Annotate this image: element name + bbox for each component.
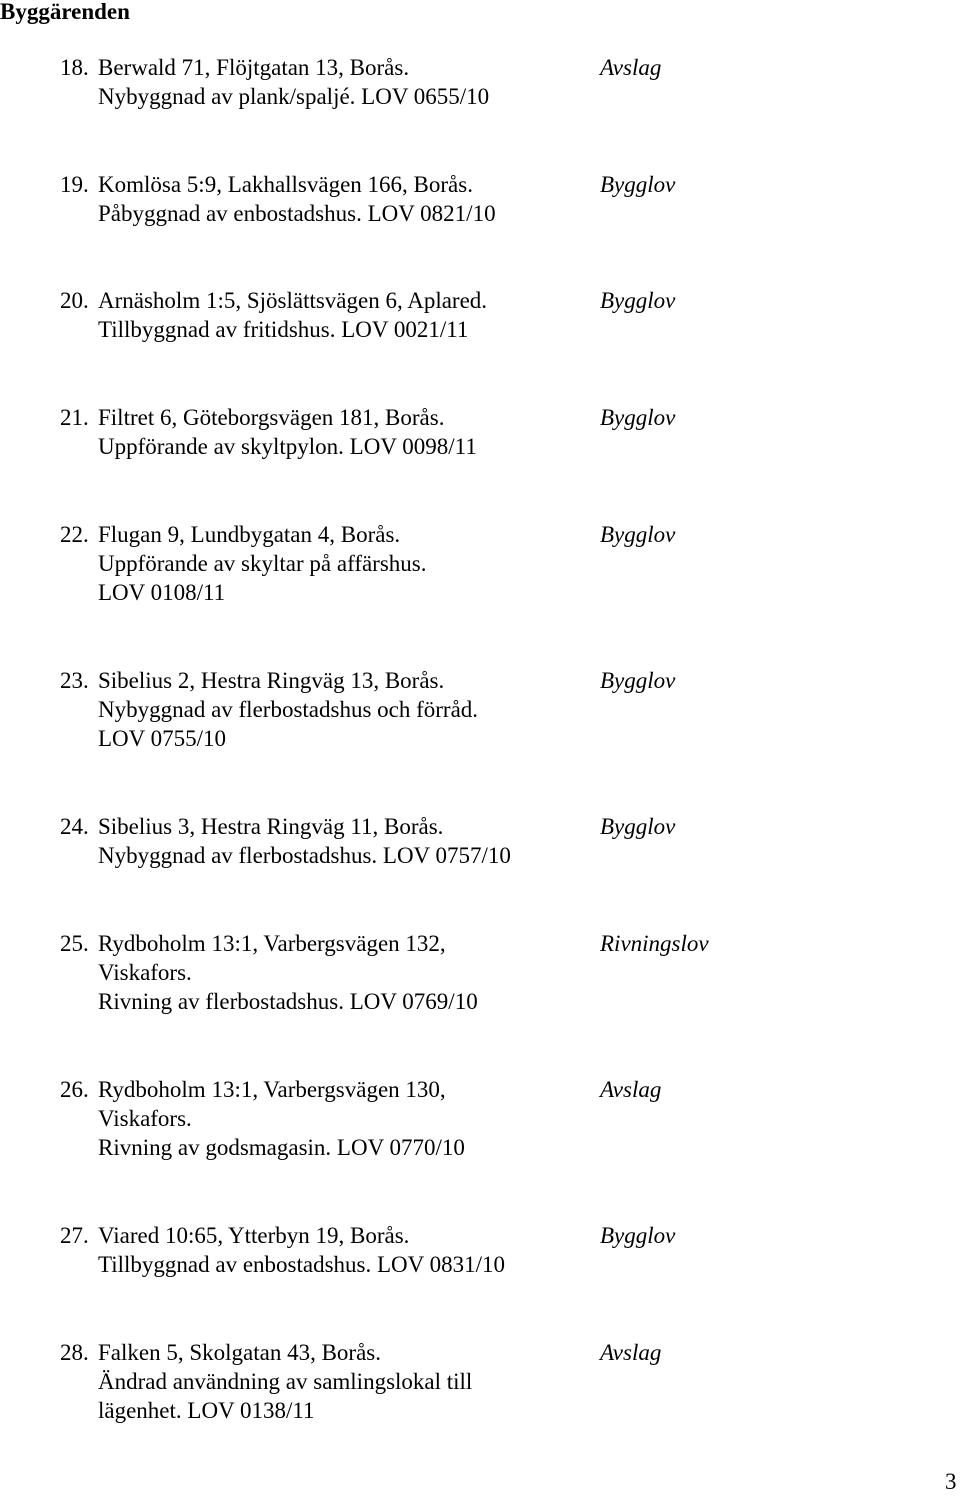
case-decision: Bygglov (600, 814, 676, 839)
case-line: Rivning av godsmagasin. LOV 0770/10 (98, 1135, 465, 1160)
case-number: 19. (60, 172, 89, 197)
case-description (98, 170, 496, 228)
case-line: Ändrad användning av samlingslokal till (98, 1369, 473, 1394)
case-number: 18. (60, 55, 89, 80)
case-line: LOV 0108/11 (98, 580, 226, 605)
case-description (98, 520, 427, 607)
case-decision: Bygglov (600, 405, 676, 430)
page-heading: Byggärenden (0, 0, 130, 24)
case-number: 27. (60, 1223, 89, 1248)
case-line: Tillbyggnad av enbostadshus. LOV 0831/10 (98, 1252, 505, 1277)
case-line: Berwald 71, Flöjtgatan 13, Borås. (98, 55, 410, 80)
case-decision: Bygglov (600, 1223, 676, 1248)
case-description (98, 812, 511, 870)
case-line: Sibelius 2, Hestra Ringväg 13, Borås. (98, 668, 445, 693)
case-number: 26. (60, 1077, 89, 1102)
case-decision: Avslag (600, 1077, 662, 1102)
case-line: Påbyggnad av enbostadshus. LOV 0821/10 (98, 201, 496, 226)
case-number: 20. (60, 288, 89, 313)
case-description (98, 929, 478, 1016)
case-line: Falken 5, Skolgatan 43, Borås. (98, 1340, 381, 1365)
page-number: 3 (945, 1469, 957, 1494)
case-line: Rydboholm 13:1, Varbergsvägen 130, (98, 1077, 446, 1102)
case-line: Tillbyggnad av fritidshus. LOV 0021/11 (98, 317, 469, 342)
case-decision: Rivningslov (600, 931, 709, 956)
case-decision: Bygglov (600, 668, 676, 693)
case-number: 24. (60, 814, 89, 839)
case-description (98, 286, 487, 344)
case-line: Uppförande av skyltpylon. LOV 0098/11 (98, 434, 477, 459)
case-line: Nybyggnad av plank/spaljé. LOV 0655/10 (98, 84, 490, 109)
case-line: Viskafors. (98, 1106, 192, 1131)
case-line: LOV 0755/10 (98, 726, 226, 751)
case-line: Rivning av flerbostadshus. LOV 0769/10 (98, 989, 478, 1014)
case-description (98, 1221, 505, 1279)
case-line: Komlösa 5:9, Lakhallsvägen 166, Borås. (98, 172, 473, 197)
case-description (98, 1075, 465, 1162)
case-line: Sibelius 3, Hestra Ringväg 11, Borås. (98, 814, 444, 839)
case-line: Viared 10:65, Ytterbyn 19, Borås. (98, 1223, 410, 1248)
case-number: 21. (60, 405, 89, 430)
case-decision: Avslag (600, 1340, 662, 1365)
case-description (98, 1338, 472, 1425)
case-line: Nybyggnad av flerbostadshus. LOV 0757/10 (98, 843, 511, 868)
case-line: Filtret 6, Göteborgsvägen 181, Borås. (98, 405, 445, 430)
case-decision: Bygglov (600, 522, 676, 547)
case-line: Uppförande av skyltar på affärshus. (98, 551, 427, 576)
case-description (98, 666, 478, 753)
case-description (98, 53, 489, 111)
case-number: 28. (60, 1340, 89, 1365)
case-number: 25. (60, 931, 89, 956)
case-line: Flugan 9, Lundbygatan 4, Borås. (98, 522, 401, 547)
case-number: 22. (60, 522, 89, 547)
case-line: Arnäsholm 1:5, Sjöslättsvägen 6, Aplared. (98, 288, 488, 313)
case-description (98, 403, 477, 461)
case-line: Nybyggnad av flerbostadshus och förråd. (98, 697, 479, 722)
case-line: lägenhet. LOV 0138/11 (98, 1398, 315, 1423)
case-number: 23. (60, 668, 89, 693)
case-decision: Bygglov (600, 288, 676, 313)
case-decision: Avslag (600, 55, 662, 80)
case-decision: Bygglov (600, 172, 676, 197)
case-line: Rydboholm 13:1, Varbergsvägen 132, (98, 931, 446, 956)
case-line: Viskafors. (98, 960, 192, 985)
